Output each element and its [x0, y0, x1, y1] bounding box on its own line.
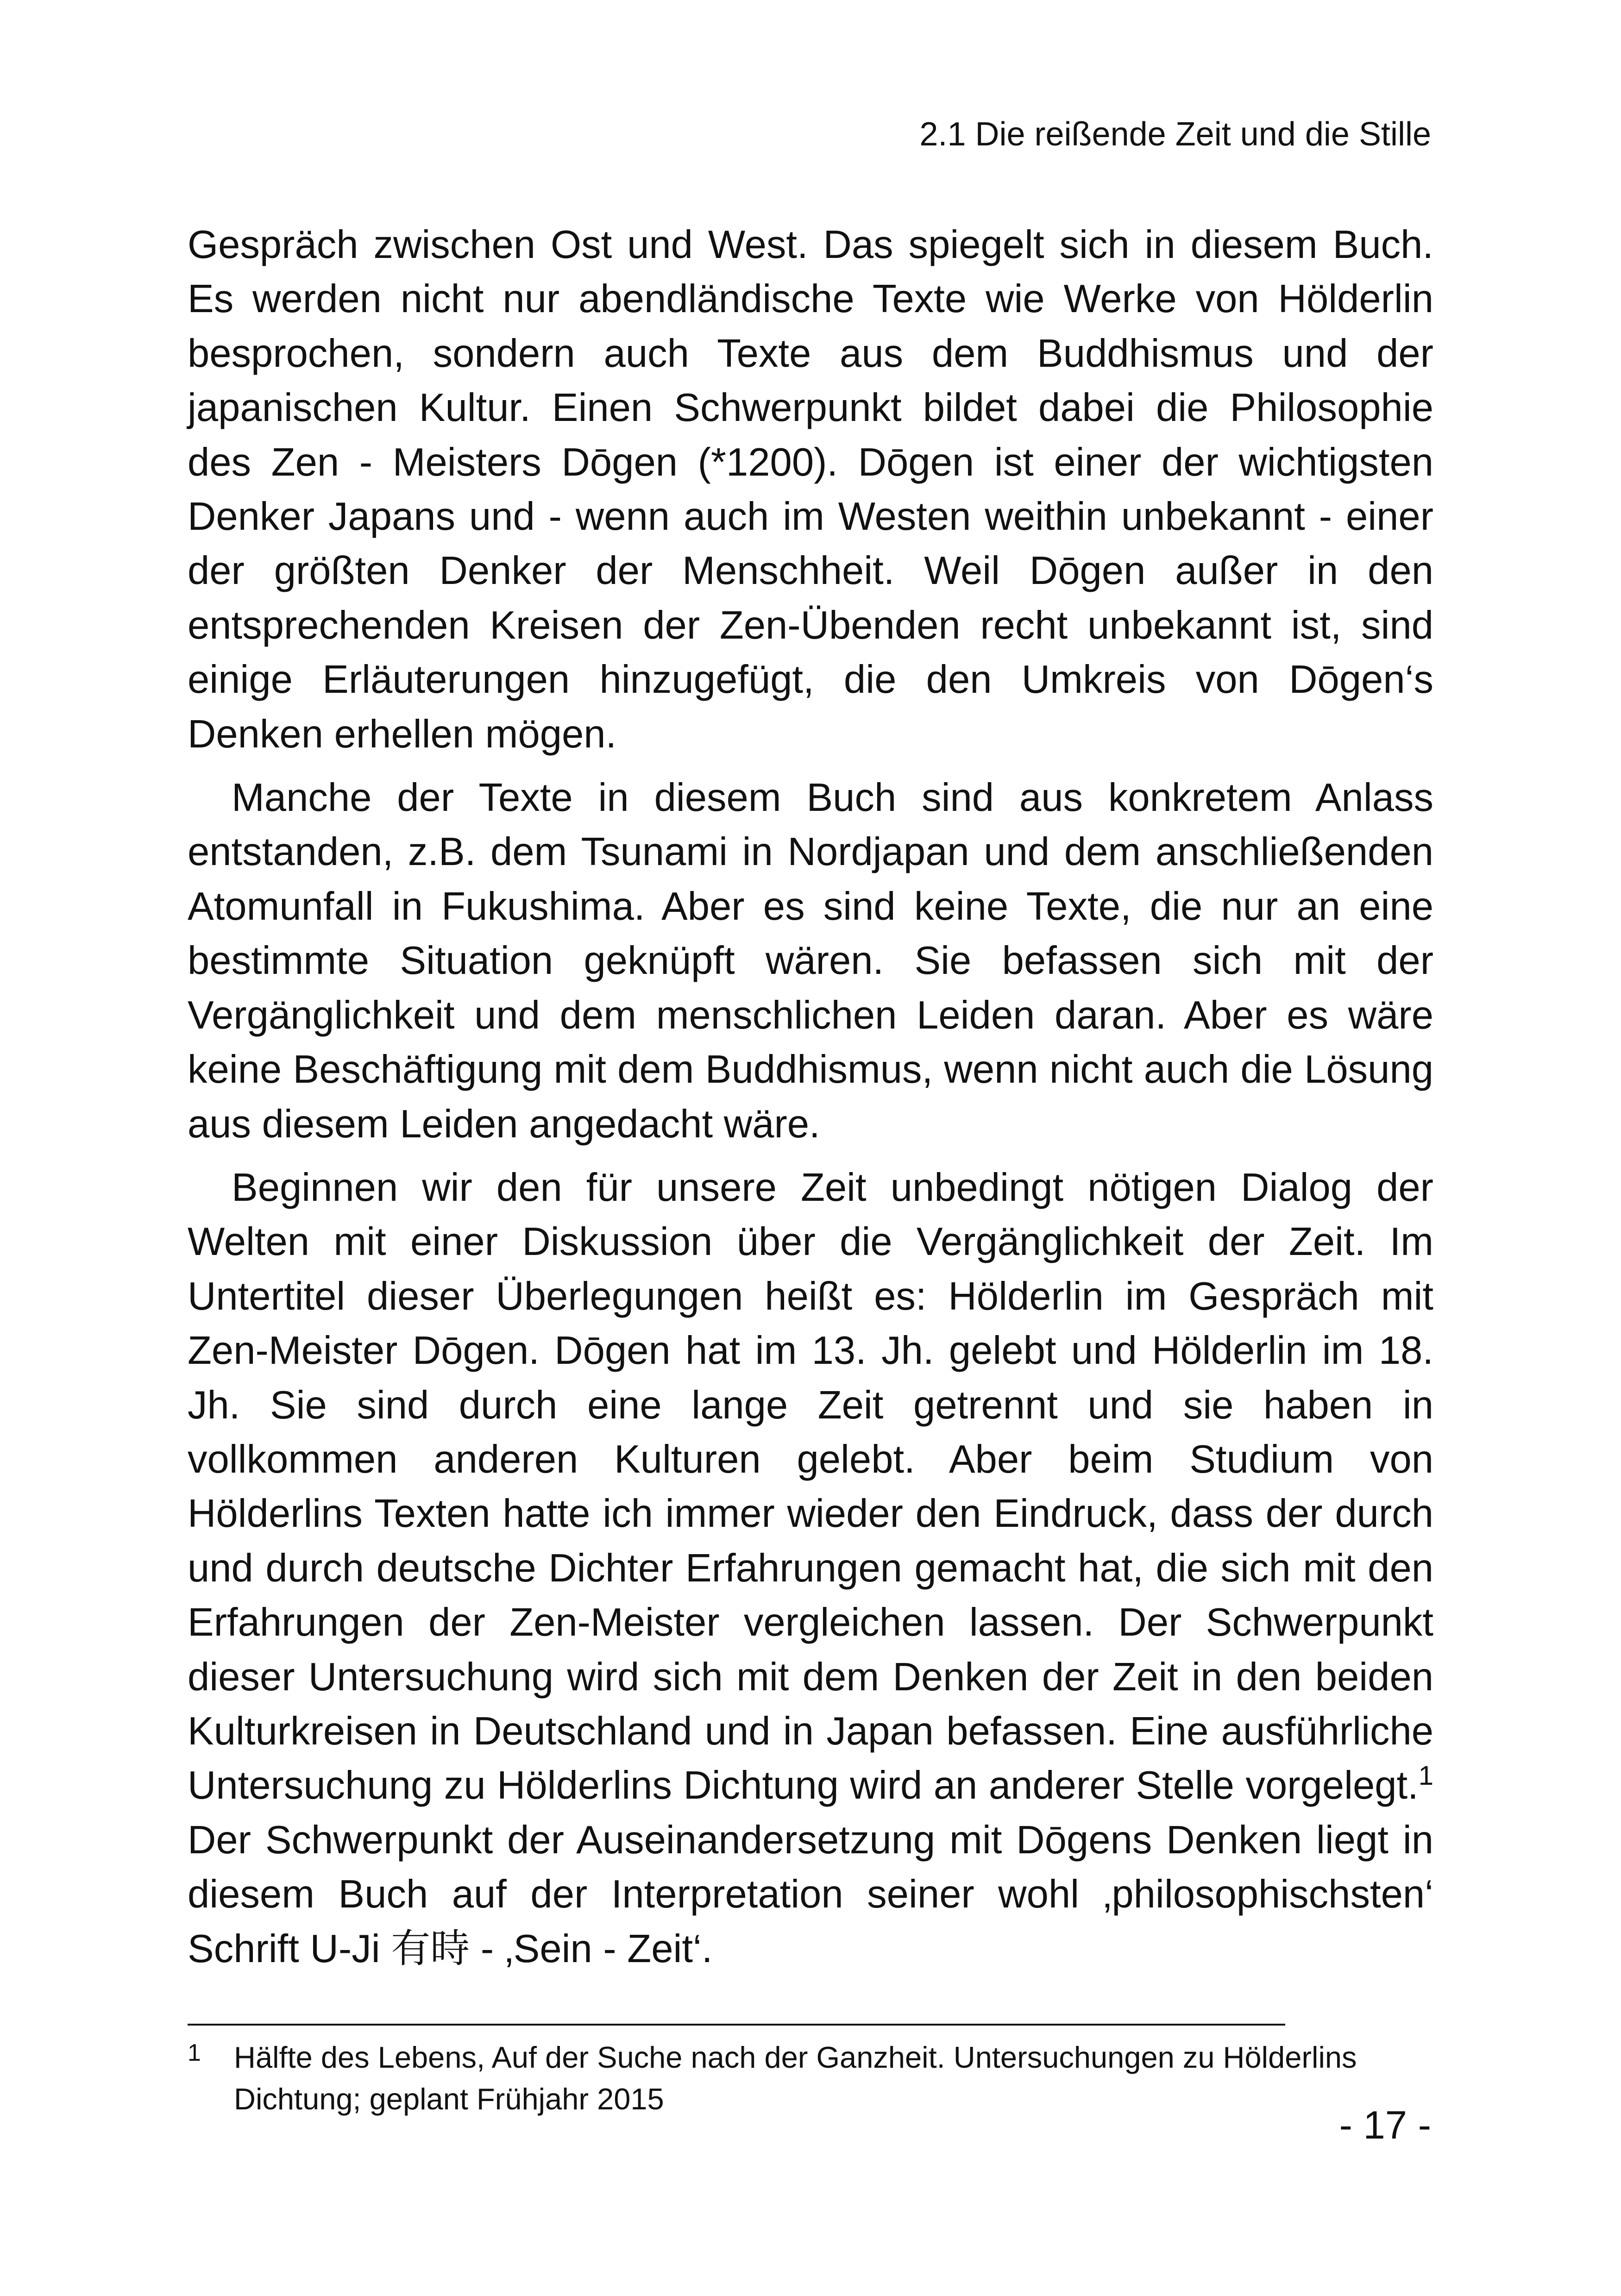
paragraph-3	[188, 1161, 1433, 1976]
footnote	[188, 2037, 1433, 2120]
running-head: 2.1 Die reißende Zeit und die Stille	[919, 116, 1431, 153]
paragraph-3-text-after-note: Der Schwerpunkt der Auseinandersetzung mit Dōgens Denken liegt in diesem Buch auf der Interpretation seiner wohl ‚philosophischsten‘ Schrift U-Ji	[188, 1818, 1433, 1971]
footnote-divider	[188, 2024, 1285, 2026]
footnote-reference[interactable]: 1	[1418, 1761, 1433, 1791]
paragraph-1: Gespräch zwischen Ost und West. Das spiegelt sich in diesem Buch. Es werden nicht nur abendländische Texte wie Werke von Hölderlin besprochen, sondern auch Texte aus dem Buddhismus und der japanischen Kultur. Einen Schwerpunkt bildet dabei die Philosophie des Zen - Meisters Dōgen (*1200). Dōgen ist einer der wichtigsten Denker Japans und - wenn auch im Westen weithin unbekannt - einer der größten Denker der Menschheit. Weil Dōgen außer in den entsprechenden Kreisen der Zen-Übenden recht unbekannt ist, sind einige Erläuterungen hinzugefügt, die den Umkreis von Dōgen‘s Denken erhellen mögen.	[188, 223, 1433, 756]
kanji-u-ji: 有時	[391, 1926, 470, 1972]
page-number: - 17 -	[1339, 2103, 1431, 2147]
body-text	[188, 218, 1433, 1976]
paragraph-3-text-end: - ‚Sein - Zeit‘.	[470, 1926, 713, 1971]
paragraph-3-text-before-note: Beginnen wir den für unsere Zeit unbedingt nötigen Dialog der Welten mit einer Diskussion über die Vergänglichkeit der Zeit. Im Untertitel dieser Überlegungen heißt es: Hölderlin im Gespräch mit Zen-Meister Dōgen. Dōgen hat im 13. Jh. gelebt und Hölderlin im 18. Jh. Sie sind durch eine lange Zeit getrennt und sie haben in vollkommen anderen Kulturen gelebt. Aber beim Studium von Hölderlins Texten hatte ich immer wieder den Eindruck, dass der durch und durch deutsche Dichter Erfahrungen gemacht hat, die sich mit den Erfahrungen der Zen-Meister vergleichen lassen. Der Schwerpunkt dieser Untersuchung wird sich mit dem Denken der Zeit in den beiden Kulturkreisen in Deutschland und in Japan befassen. Eine ausführliche Untersuchung zu Hölderlins Dichtung wird an anderer Stelle vorgelegt.	[188, 1165, 1433, 1808]
footnote-text: Hälfte des Lebens, Auf der Suche nach der Ganzheit. Untersuchungen zu Hölderlins Dichtung; geplant Frühjahr 2015	[234, 2040, 1357, 2116]
footnote-number: 1	[188, 2039, 201, 2066]
paragraph-2: Manche der Texte in diesem Buch sind aus konkretem Anlass entstanden, z.B. dem Tsunami in Nordjapan und dem anschließenden Atomunfall in Fukushima. Aber es sind keine Texte, die nur an eine bestimmte Situation geknüpft wären. Sie befassen sich mit der Vergänglichkeit und dem menschlichen Leiden daran. Aber es wäre keine Beschäftigung mit dem Buddhismus, wenn nicht auch die Lösung aus diesem Leiden angedacht wäre.	[188, 776, 1433, 1146]
